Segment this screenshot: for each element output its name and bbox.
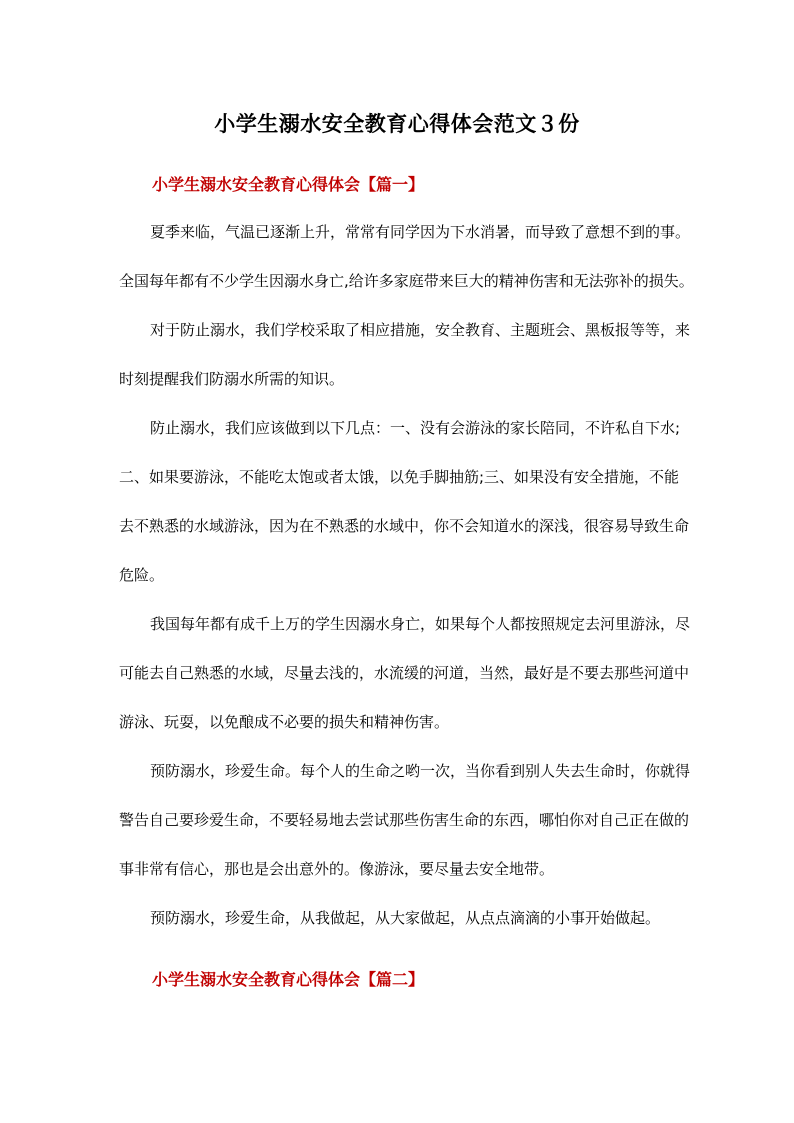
paragraph-line: 我国每年都有成千上万的学生因溺水身亡，如果每个人都按照规定去河里游泳，尽 bbox=[150, 615, 691, 633]
paragraph-line: 防止溺水，我们应该做到以下几点：一、没有会游泳的家长陪同，不许私自下水; bbox=[150, 419, 681, 437]
paragraph-line: 预防溺水，珍爱生命。每个人的生命之哟一次，当你看到别人失去生命时，你就得 bbox=[150, 762, 691, 780]
section-heading-2: 小学生溺水安全教育心得体会【篇二】 bbox=[152, 970, 425, 989]
paragraph-line: 夏季来临，气温已逐渐上升，常常有同学因为下水消暑，而导致了意想不到的事。 bbox=[150, 223, 691, 241]
paragraph-line: 游泳、玩耍，以免酿成不必要的损失和精神伤害。 bbox=[119, 713, 450, 731]
paragraph-line: 时刻提醒我们防溺水所需的知识。 bbox=[119, 370, 345, 388]
paragraph-line: 去不熟悉的水域游泳，因为在不熟悉的水域中，你不会知道水的深浅，很容易导致生命 bbox=[119, 517, 690, 535]
paragraph-line: 可能去自己熟悉的水域，尽量去浅的，水流缓的河道，当然，最好是不要去那些河道中 bbox=[119, 664, 690, 682]
paragraph-line: 对于防止溺水，我们学校采取了相应措施，安全教育、主题班会、黑板报等等，来 bbox=[150, 321, 691, 339]
paragraph-line: 二、如果要游泳，不能吃太饱或者太饿，以免手脚抽筋;三、如果没有安全措施，不能 bbox=[119, 468, 680, 486]
paragraph-line: 全国每年都有不少学生因溺水身亡,给许多家庭带来巨大的精神伤害和无法弥补的损失。 bbox=[119, 272, 694, 290]
page-title: 小学生溺水安全教育心得体会范文３份 bbox=[214, 111, 580, 136]
paragraph-line: 预防溺水，珍爱生命，从我做起，从大家做起，从点点滴滴的小事开始做起。 bbox=[150, 909, 661, 927]
paragraph-line: 警告自己要珍爱生命，不要轻易地去尝试那些伤害生命的东西，哪怕你对自己正在做的 bbox=[119, 811, 690, 829]
paragraph-line: 事非常有信心，那也是会出意外的。像游泳，要尽量去安全地带。 bbox=[119, 860, 555, 878]
paragraph-line: 危险。 bbox=[119, 566, 165, 584]
section-heading-1: 小学生溺水安全教育心得体会【篇一】 bbox=[152, 175, 425, 194]
